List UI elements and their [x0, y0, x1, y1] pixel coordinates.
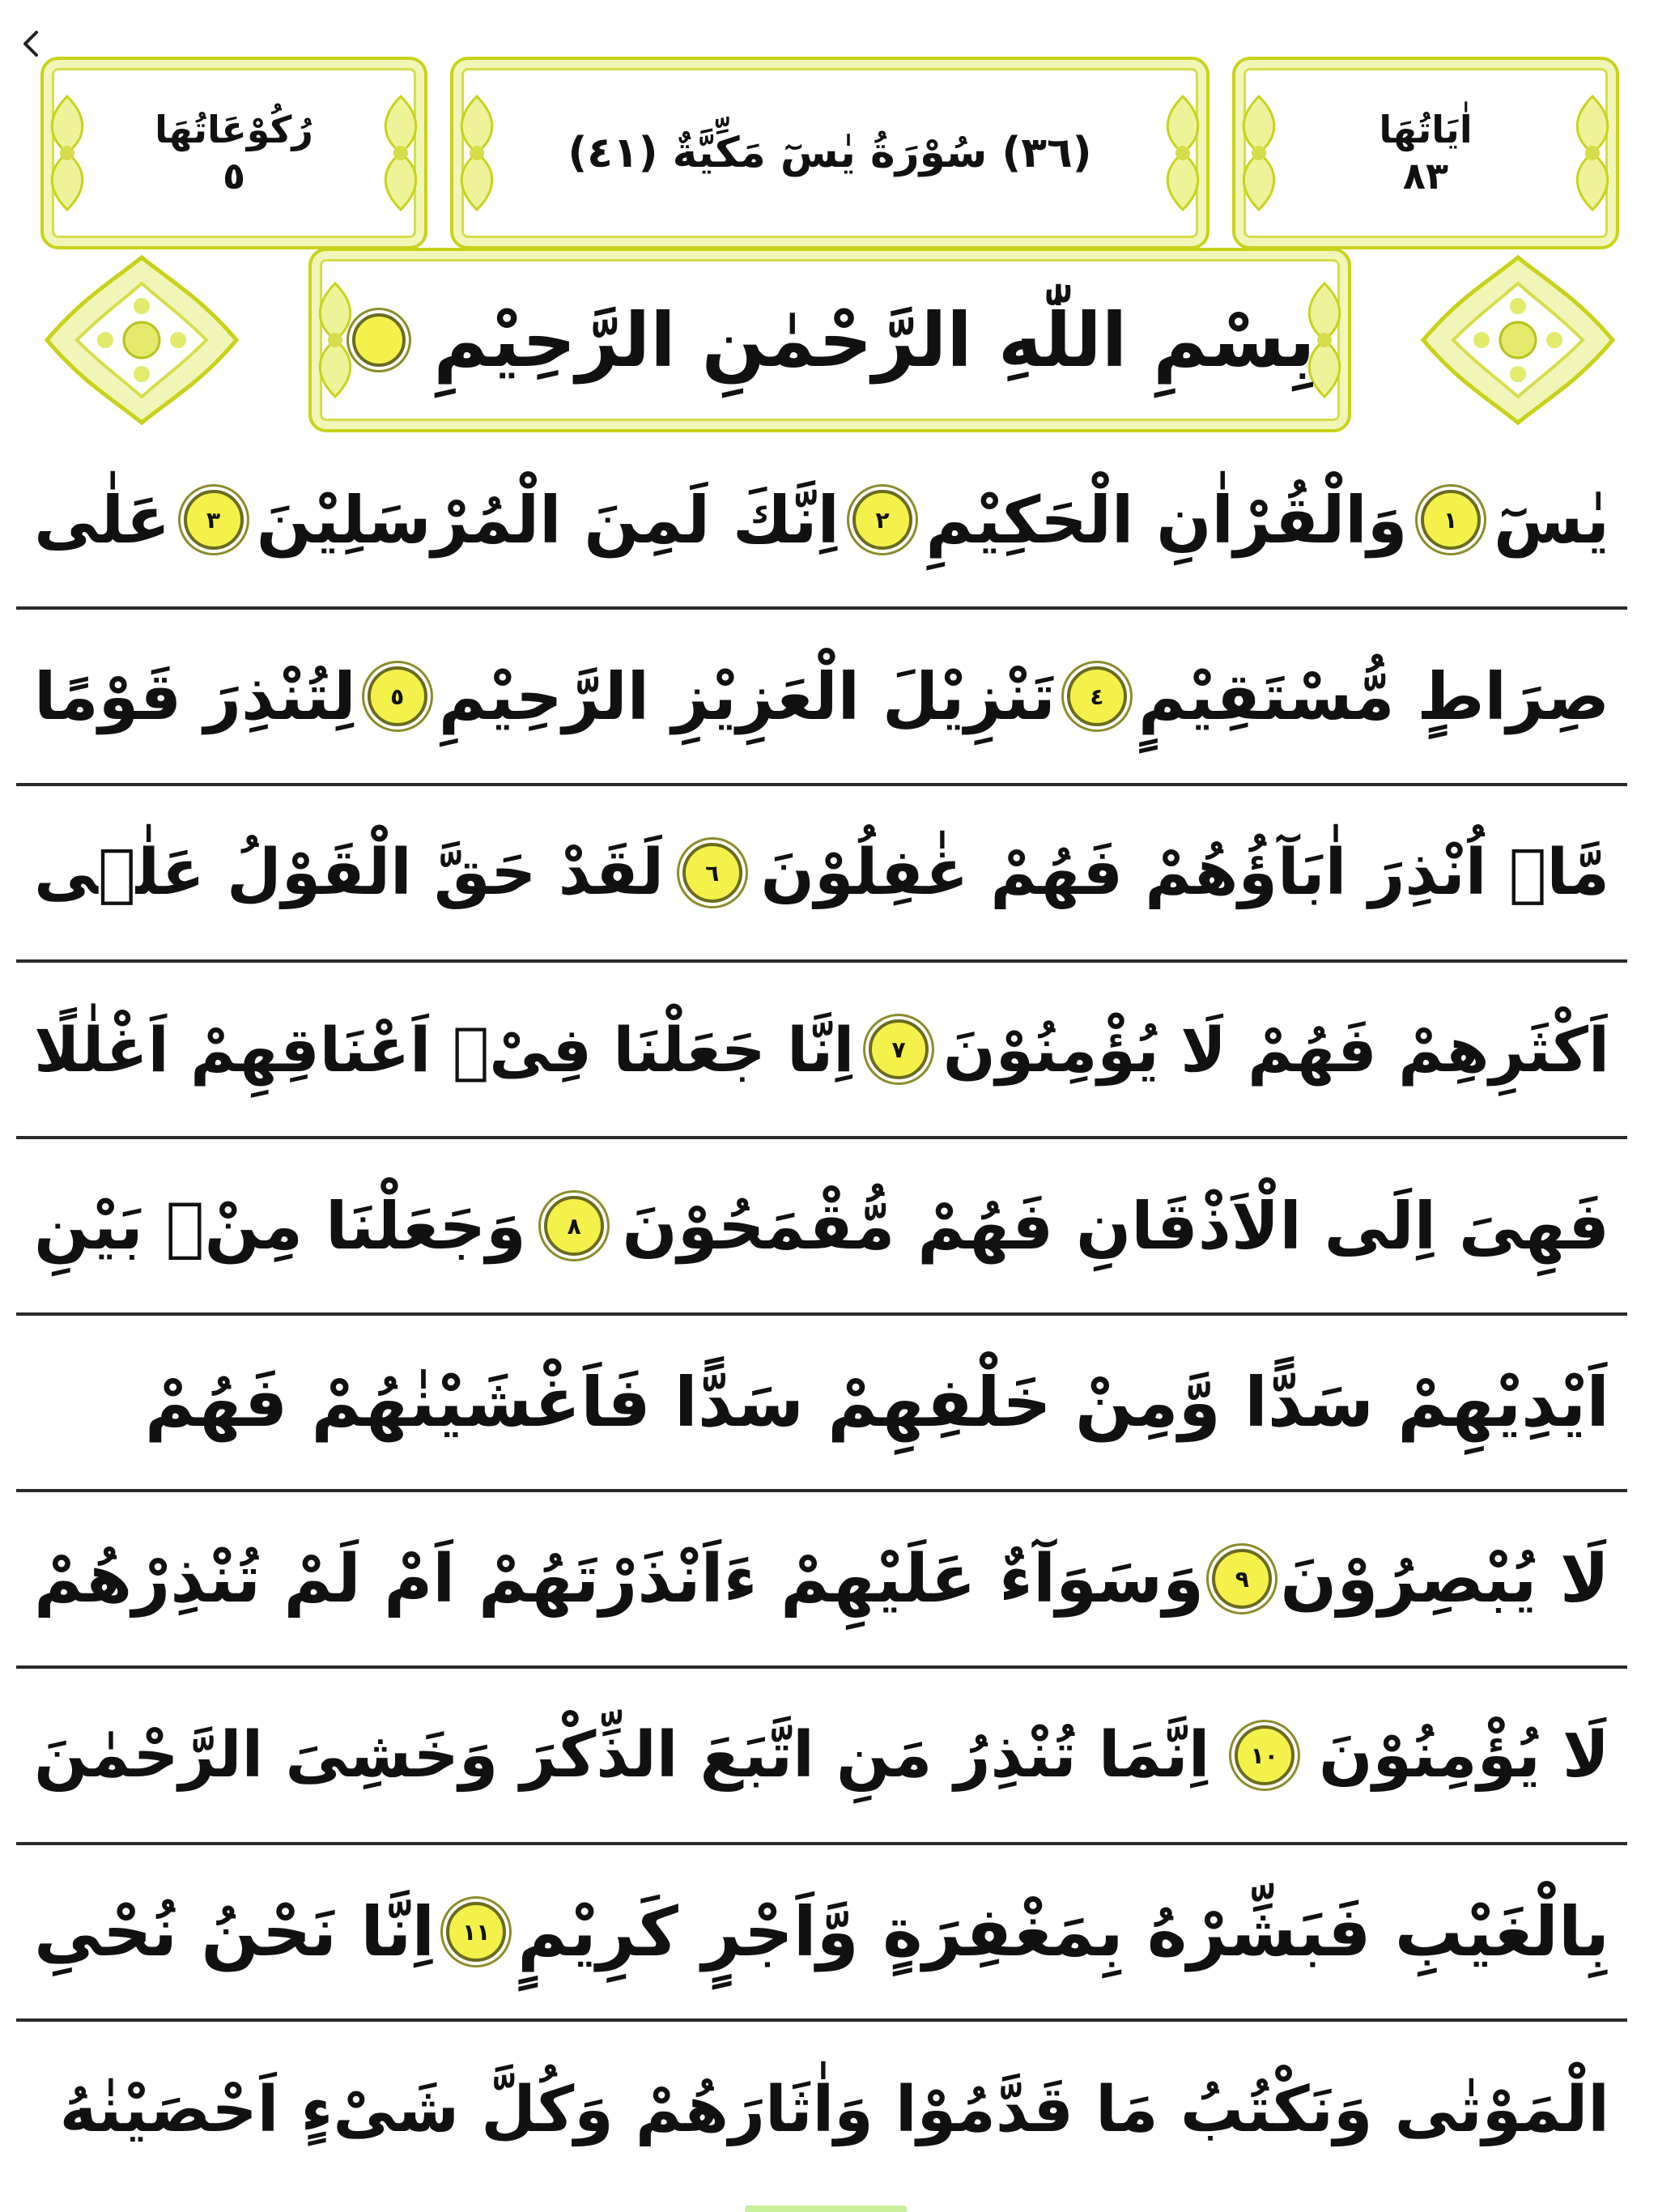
verse-text[interactable]: وَسَوَآءٌ عَلَیْهِمْ ءَاَنْذَرْتَهُمْ اَمْ لَمْ تُنْذِرْهُمْ	[34, 1540, 1205, 1618]
medallion-ornament-right	[1417, 251, 1619, 429]
floral-ornament-icon	[1564, 92, 1621, 214]
rukus-label: رُكُوْعَاتُهَا	[155, 107, 313, 151]
verse-text[interactable]: تَنْزِیْلَ الْعَزِیْزِ الرَّحِیْمِ	[438, 658, 1056, 734]
ayah-number-marker[interactable]: ٩	[1212, 1549, 1272, 1609]
surah-title: (٣٦) سُوْرَةُ یٰسٓ مَكِّیَّةٌ (٤١)	[568, 129, 1092, 177]
verse-text[interactable]: لِتُنْذِرَ قَوْمًا	[34, 658, 356, 734]
verse-text[interactable]: لَقَدْ حَقَّ الْقَوْلُ عَلٰۤی	[34, 836, 665, 909]
text-line[interactable]	[16, 610, 1627, 786]
verse-text[interactable]: لَا یُؤْمِنُوْنَ	[1318, 1719, 1609, 1792]
rukus-cartouche	[40, 57, 427, 249]
verse-text[interactable]: فَهِیَ اِلَى الْاَذْقَانِ فَهُمْ مُّقْمَحُوْنَ	[622, 1188, 1609, 1264]
medallion-ornament-left	[40, 251, 243, 429]
text-line[interactable]	[16, 963, 1627, 1139]
ayah-number-marker[interactable]: ٨	[544, 1196, 604, 1256]
verse-text[interactable]: اِنَّا نَحْنُ نُحْیِ	[34, 1892, 436, 1972]
bismillah-text: بِسْمِ اللّٰهِ الرَّحْمٰنِ الرَّحِیْمِ	[433, 296, 1316, 384]
text-line[interactable]	[16, 433, 1627, 610]
text-line[interactable]	[16, 1492, 1627, 1669]
surah-header	[40, 60, 1619, 246]
ayat-label: اٰیَاتُهَا	[1379, 107, 1473, 151]
verse-text[interactable]: اِنَّكَ لَمِنَ الْمُرْسَلِیْنَ	[256, 482, 840, 558]
text-line[interactable]	[16, 786, 1627, 963]
floral-ornament-icon	[39, 92, 96, 214]
ayat-cartouche	[1232, 57, 1619, 249]
verse-text[interactable]: لَا یُبْصِرُوْنَ	[1280, 1540, 1609, 1618]
verse-text[interactable]: بِالْغَیْبِ فَبَشِّرْهُ بِمَغْفِرَةٍ وَّاَجْرٍ كَرِیْمٍ	[517, 1892, 1609, 1972]
bismillah-band	[40, 251, 1619, 429]
ayah-number-marker[interactable]: ١١	[446, 1902, 506, 1962]
quran-text-page	[16, 433, 1627, 2198]
text-line[interactable]	[16, 1845, 1627, 2022]
verse-text[interactable]: عَلٰی	[34, 482, 171, 558]
verse-text[interactable]: اَیْدِیْهِمْ سَدًّا وَّمِنْ خَلْفِهِمْ سَدًّا فَاَغْشَیْنٰهُمْ فَهُمْ	[144, 1363, 1609, 1442]
page-scroll-hint	[745, 2206, 907, 2212]
verse-text[interactable]: وَالْقُرْاٰنِ الْحَكِیْمِ	[925, 482, 1408, 558]
verse-text[interactable]: وَجَعَلْنَا مِنْۢ بَیْنِ	[34, 1188, 526, 1264]
surah-title-cartouche	[450, 57, 1209, 249]
ayah-number-marker[interactable]: ٧	[869, 1019, 929, 1079]
chevron-left-icon	[19, 28, 43, 63]
verse-text[interactable]: الْمَوْتٰی وَنَكْتُبُ مَا قَدَّمُوْا وَاٰثَارَهُمْ وَكُلَّ شَیْءٍ اَحْصَیْنٰهُ	[59, 2074, 1609, 2146]
text-line[interactable]	[16, 1669, 1627, 1845]
verse-text[interactable]: اِنَّمَا تُنْذِرُ مَنِ اتَّبَعَ الذِّكْرَ وَخَشِیَ الرَّحْمٰنَ	[34, 1719, 1210, 1792]
text-line[interactable]	[16, 1139, 1627, 1316]
ayah-number-marker[interactable]: ٤	[1067, 666, 1127, 726]
floral-ornament-icon	[449, 92, 505, 214]
ayah-number-marker[interactable]: ١٠	[1235, 1725, 1295, 1785]
rukus-count: ٥	[222, 154, 246, 198]
floral-ornament-icon	[1231, 92, 1287, 214]
medallion-icon	[40, 251, 243, 429]
text-line[interactable]	[16, 1316, 1627, 1492]
ayat-count: ٨٣	[1402, 154, 1449, 198]
floral-ornament-icon	[1154, 92, 1211, 214]
ayah-number-marker[interactable]: ١	[1421, 490, 1481, 550]
verse-text[interactable]: یٰسٓ	[1493, 482, 1609, 558]
ayah-number-marker[interactable]: ٥	[368, 666, 427, 726]
floral-ornament-icon	[372, 92, 429, 214]
bismillah-cartouche	[308, 248, 1351, 432]
text-line[interactable]	[16, 2022, 1627, 2198]
ayah-number-marker[interactable]: ٦	[682, 843, 742, 903]
verse-text[interactable]: اِنَّا جَعَلْنَا فِیْۤ اَعْنَاقِهِمْ اَغْلٰلًا	[34, 1013, 855, 1086]
ayah-number-marker[interactable]: ٢	[852, 490, 912, 550]
verse-text[interactable]: صِرَاطٍ مُّسْتَقِیْمٍ	[1138, 658, 1609, 734]
ayah-number-marker[interactable]: ٣	[184, 490, 244, 550]
verse-text[interactable]: مَّاۤ اُنْذِرَ اٰبَآؤُهُمْ فَهُمْ غٰفِلُوْنَ	[760, 836, 1609, 909]
verse-text[interactable]: اَكْثَرِهِمْ فَهُمْ لَا یُؤْمِنُوْنَ	[942, 1013, 1609, 1086]
ayah-end-marker-icon	[352, 313, 406, 367]
medallion-icon	[1417, 251, 1619, 429]
